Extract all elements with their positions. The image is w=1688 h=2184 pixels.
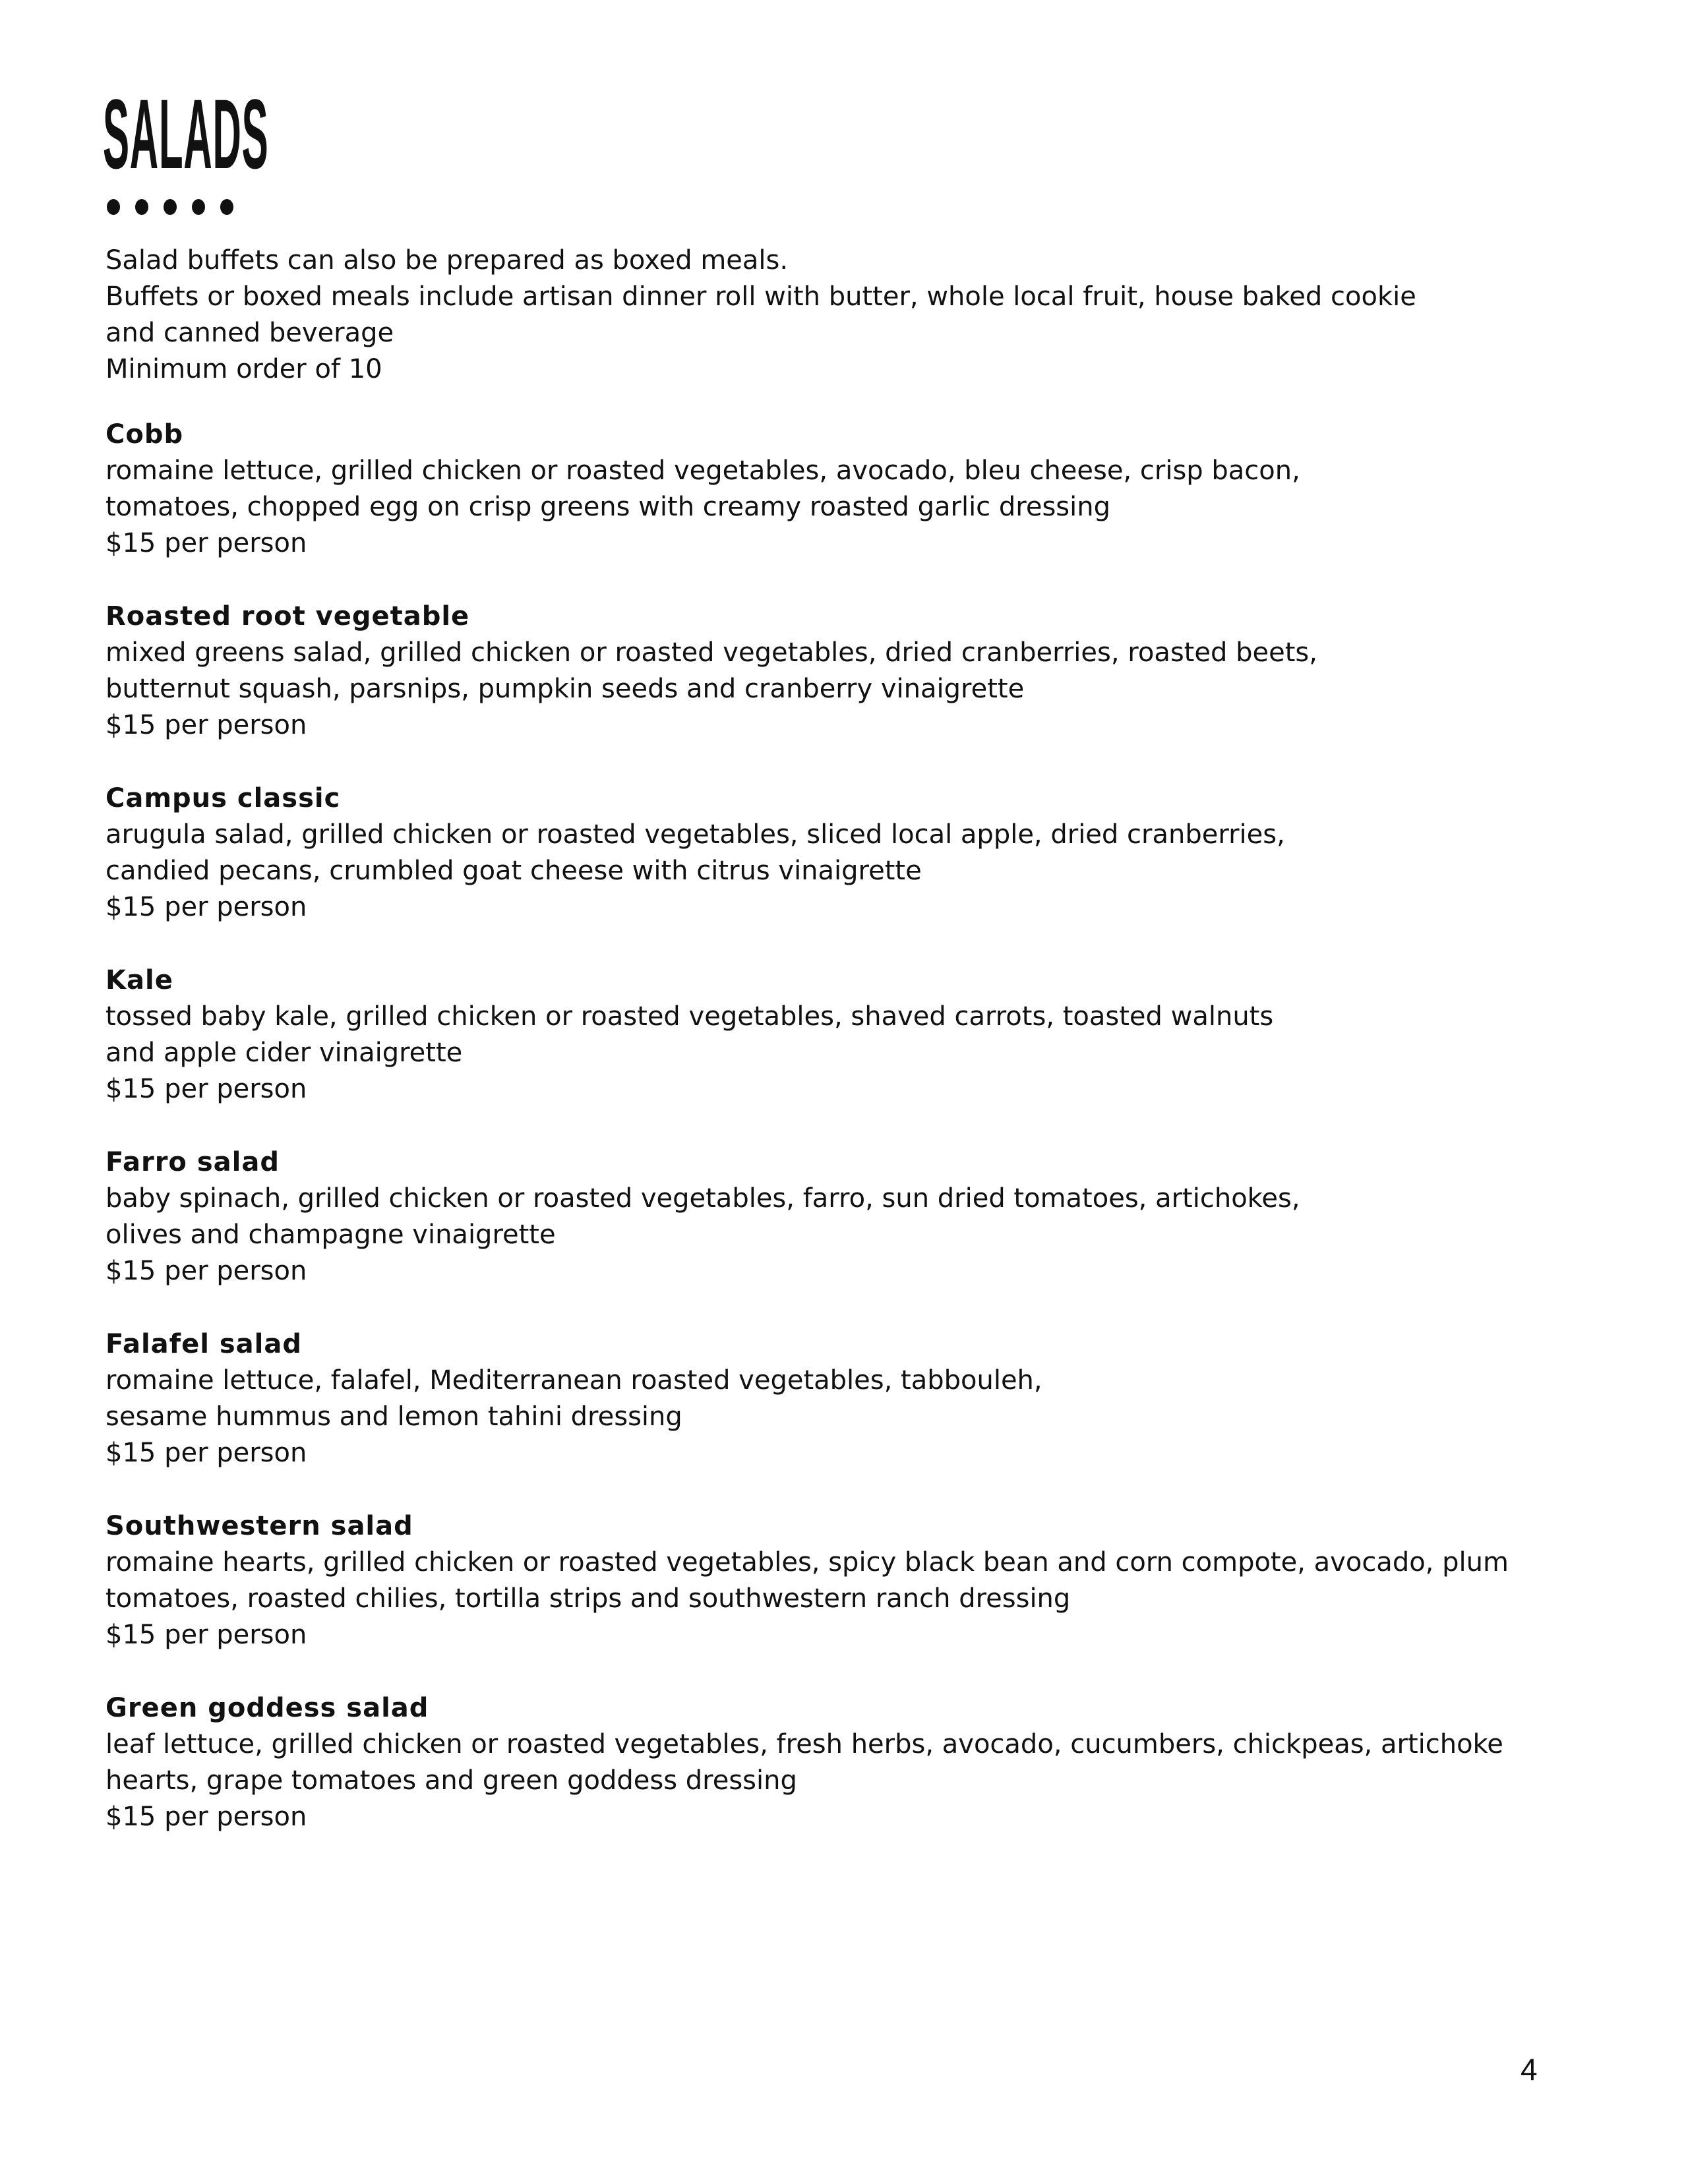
menu-item-description: tomatoes, roasted chilies, tortilla strips and southwestern ranch dressing	[106, 1583, 1071, 1614]
menu-item-price: $15 per person	[106, 1256, 307, 1286]
menu-item	[106, 599, 1317, 744]
decorative-dots	[107, 199, 233, 215]
dot-icon	[107, 199, 120, 215]
dot-icon	[135, 199, 148, 215]
menu-item-price: $15 per person	[106, 1438, 307, 1468]
page-title: SALADS	[103, 78, 269, 189]
menu-item-description: baby spinach, grilled chicken or roasted vegetables, farro, sun dried tomatoes, artichokes,	[106, 1183, 1300, 1214]
menu-item-name: Falafel salad	[106, 1329, 302, 1359]
menu-item-description: hearts, grape tomatoes and green goddess dressing	[106, 1765, 797, 1796]
menu-item	[106, 781, 1285, 926]
intro-line: Minimum order of 10	[106, 354, 382, 384]
menu-item-price: $15 per person	[106, 1802, 307, 1832]
menu-item-description: tomatoes, chopped egg on crisp greens with creamy roasted garlic dressing	[106, 492, 1110, 522]
menu-item-description: mixed greens salad, grilled chicken or roasted vegetables, dried cranberries, roasted beets,	[106, 637, 1317, 668]
menu-item-description: romaine lettuce, falafel, Mediterranean roasted vegetables, tabbouleh,	[106, 1365, 1042, 1396]
menu-item	[106, 1144, 1300, 1289]
menu-item-price: $15 per person	[106, 892, 307, 922]
page-number: 4	[1521, 2052, 1538, 2086]
menu-item-description: romaine lettuce, grilled chicken or roasted vegetables, avocado, bleu cheese, crisp bacon,	[106, 456, 1300, 486]
menu-item-price: $15 per person	[106, 710, 307, 740]
menu-item-name: Farro salad	[106, 1147, 280, 1177]
intro-line: Buffets or boxed meals include artisan dinner roll with butter, whole local fruit, house baked cookie	[106, 281, 1416, 312]
menu-item-name: Southwestern salad	[106, 1511, 413, 1541]
menu-item-name: Roasted root vegetable	[106, 601, 470, 632]
menu-item-description: butternut squash, parsnips, pumpkin seeds and cranberry vinaigrette	[106, 674, 1025, 704]
menu-item-description: leaf lettuce, grilled chicken or roasted vegetables, fresh herbs, avocado, cucumbers, chickpeas, artichoke	[106, 1729, 1503, 1759]
menu-item-name: Cobb	[106, 419, 184, 450]
dot-icon	[192, 199, 205, 215]
menu-item-description: romaine hearts, grilled chicken or roasted vegetables, spicy black bean and corn compote, avocado, plum	[106, 1547, 1509, 1578]
menu-item-name: Campus classic	[106, 783, 341, 813]
dot-icon	[220, 199, 233, 215]
menu-item-name: Green goddess salad	[106, 1693, 429, 1723]
menu-item-description: candied pecans, crumbled goat cheese with citrus vinaigrette	[106, 856, 922, 886]
dot-icon	[164, 199, 177, 215]
menu-item-price: $15 per person	[106, 1074, 307, 1104]
menu-item	[106, 1326, 1042, 1471]
menu-item-description: tossed baby kale, grilled chicken or roasted vegetables, shaved carrots, toasted walnuts	[106, 1001, 1274, 1032]
menu-item	[106, 417, 1300, 562]
menu-item-description: arugula salad, grilled chicken or roasted vegetables, sliced local apple, dried cranberries,	[106, 819, 1285, 850]
menu-item-description: and apple cider vinaigrette	[106, 1038, 463, 1068]
intro-text	[106, 243, 1416, 388]
menu-item-name: Kale	[106, 965, 173, 995]
menu-item-description: olives and champagne vinaigrette	[106, 1220, 556, 1250]
menu-item	[106, 962, 1273, 1107]
intro-line: Salad buffets can also be prepared as boxed meals.	[106, 245, 789, 276]
menu-item-price: $15 per person	[106, 528, 307, 558]
menu-item	[106, 1690, 1503, 1835]
intro-line: and canned beverage	[106, 318, 394, 348]
menu-item-price: $15 per person	[106, 1620, 307, 1650]
menu-item	[106, 1508, 1509, 1653]
menu-item-description: sesame hummus and lemon tahini dressing	[106, 1402, 682, 1432]
